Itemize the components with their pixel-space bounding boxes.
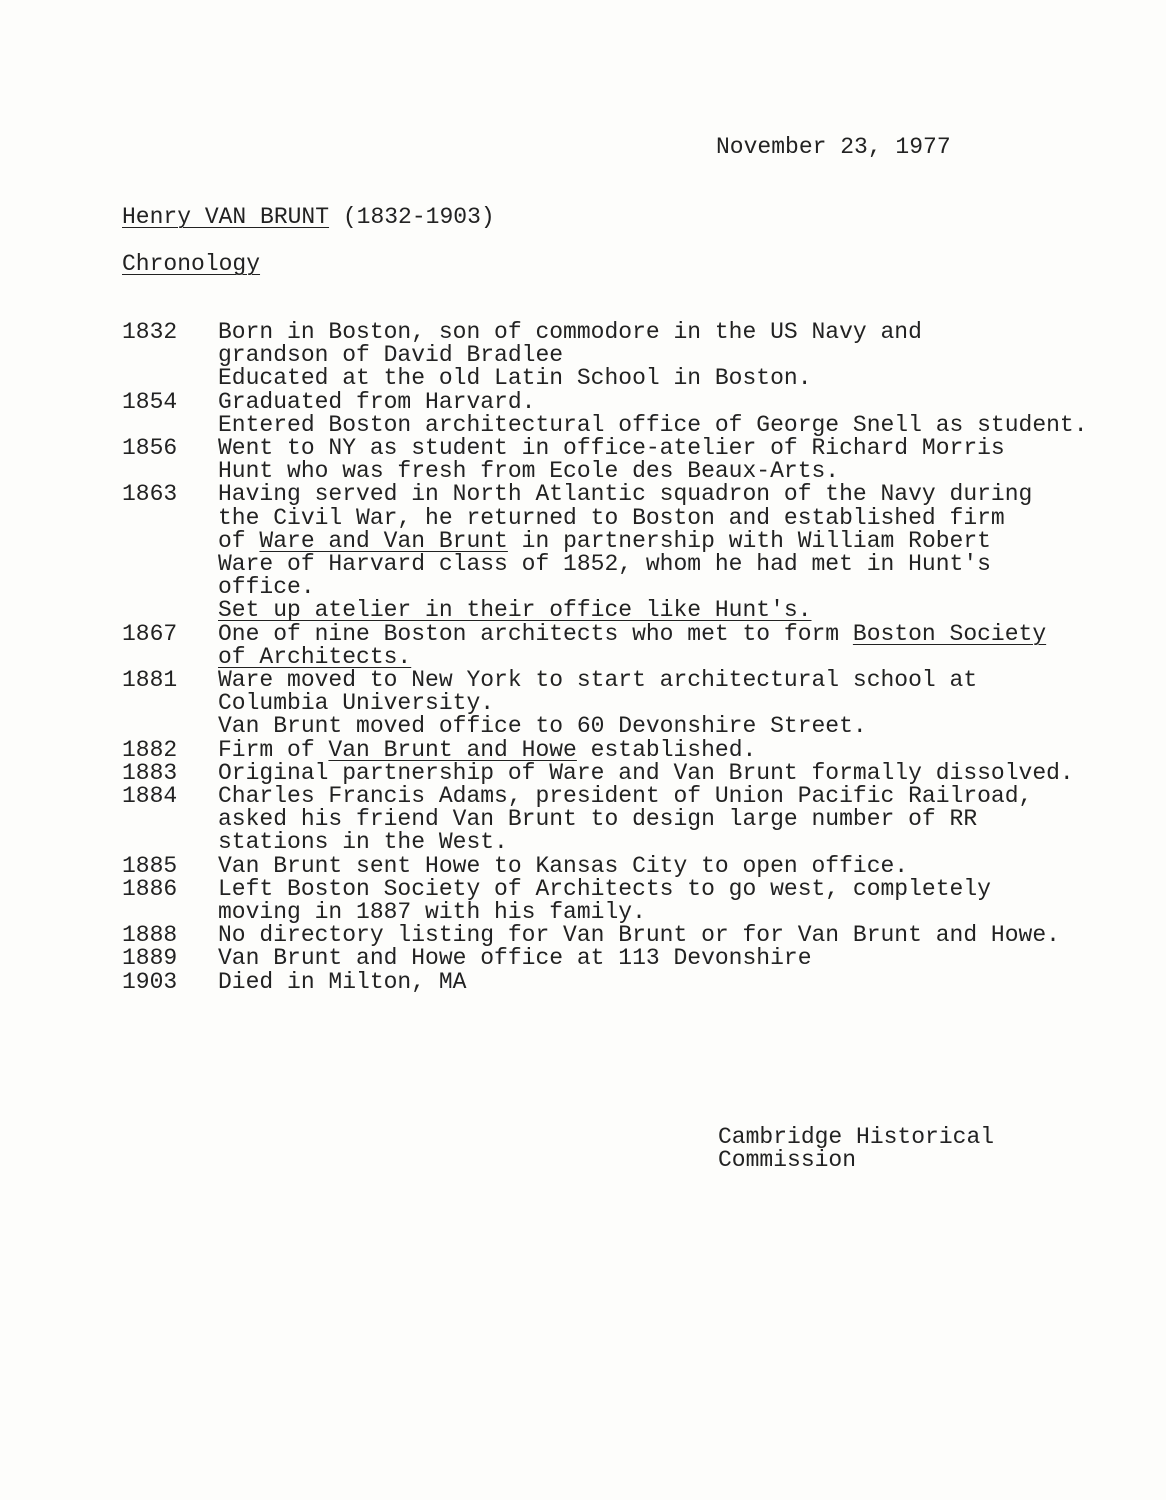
entry-line — [218, 831, 1032, 854]
entry-year: 1881 — [122, 667, 178, 694]
text-segment: Charles Francis Adams, president of Union Pacific Railroad, — [218, 783, 1033, 810]
entry-text — [218, 736, 757, 763]
entry-year: 1888 — [122, 922, 178, 949]
entry-line — [218, 599, 1032, 622]
text-segment: Van Brunt and Howe office at 113 Devonshire — [218, 945, 812, 972]
entry-line — [218, 504, 1032, 531]
entry-line — [218, 669, 977, 692]
signature-block — [718, 1126, 994, 1172]
entry-year: 1889 — [122, 945, 178, 972]
text-segment: One of nine Boston architects who met to form — [218, 620, 853, 647]
subject-dates: (1832-1903) — [329, 204, 495, 230]
document-title — [122, 206, 495, 229]
signature-line-1: Cambridge Historical — [718, 1124, 995, 1150]
text-segment: Left Boston Society of Architects to go west, completely — [218, 875, 991, 902]
entry-line — [218, 411, 1088, 438]
entry-line — [218, 620, 1047, 647]
underlined-text: Set up atelier in their office like Hunt's. — [218, 597, 812, 624]
entry-line — [218, 321, 922, 344]
entry-text — [218, 875, 991, 926]
entry-text — [218, 437, 1005, 483]
signature-line-2: Commission — [718, 1147, 857, 1174]
text-segment: Hunt who was fresh from Ecole des Beaux-Arts. — [218, 458, 840, 485]
underlined-text: Ware and Van Brunt — [259, 527, 508, 554]
text-segment: established. — [576, 736, 757, 763]
entry-line — [218, 437, 1005, 460]
text-segment: Having served in North Atlantic squadron of the Navy during — [218, 481, 1033, 508]
entry-line — [218, 527, 1032, 554]
text-segment: in partnership with William Robert — [507, 527, 991, 554]
entry-text — [218, 483, 1032, 622]
chronology-entry — [122, 437, 1088, 483]
entry-line — [218, 715, 977, 738]
text-segment: office. — [218, 574, 315, 601]
entry-line — [218, 553, 1032, 576]
entry-line — [218, 947, 812, 970]
entry-line — [218, 901, 991, 924]
entry-line — [218, 968, 467, 995]
entry-line — [218, 852, 909, 879]
chronology-entry — [122, 947, 1088, 970]
text-segment: asked his friend Van Brunt to design large number of RR — [218, 806, 978, 833]
chronology-entry — [122, 620, 1088, 670]
text-segment: Educated at the old Latin School in Boston. — [218, 365, 812, 392]
document-date: November 23, 1977 — [716, 134, 951, 160]
entry-line — [218, 808, 1032, 831]
entry-year: 1867 — [122, 620, 178, 647]
underlined-text: Boston Society — [852, 620, 1047, 647]
text-segment: Van Brunt sent Howe to Kansas City to open office. — [218, 852, 909, 879]
entry-text — [218, 388, 1088, 438]
entry-year: 1886 — [122, 875, 178, 902]
entry-line — [218, 367, 922, 390]
entry-text — [218, 785, 1032, 855]
entry-text — [218, 321, 922, 391]
chronology-list — [122, 321, 1088, 994]
chronology-entry — [122, 483, 1088, 622]
chronology-entry — [122, 852, 1088, 879]
entry-line — [218, 460, 1005, 483]
chronology-entry — [122, 759, 1088, 786]
entry-line — [218, 736, 757, 763]
text-segment: the Civil War, he returned to Boston and established firm — [218, 504, 1005, 531]
underlined-text: Van Brunt and Howe — [328, 736, 577, 763]
entry-text — [218, 852, 909, 879]
text-segment: Columbia University. — [218, 690, 495, 717]
chronology-entry — [122, 669, 1088, 739]
text-segment: Firm of — [218, 736, 329, 763]
text-segment: Entered Boston architectural office of George Snell as student. — [218, 411, 1088, 438]
entry-text — [218, 947, 812, 970]
chronology-entry — [122, 388, 1088, 438]
chronology-entry — [122, 968, 1088, 995]
entry-text — [218, 968, 467, 995]
entry-year: 1863 — [122, 481, 178, 508]
entry-text — [218, 620, 1047, 670]
text-segment: of — [218, 527, 260, 554]
entry-year: 1884 — [122, 783, 178, 810]
section-heading: Chronology — [122, 251, 261, 277]
entry-text — [218, 669, 977, 739]
text-segment: Went to NY as student in office-atelier of Richard Morris — [218, 435, 1005, 462]
entry-year: 1832 — [122, 319, 178, 345]
entry-line — [218, 483, 1032, 506]
entry-year: 1885 — [122, 852, 178, 879]
text-segment: grandson of David Bradlee — [218, 342, 564, 369]
entry-line — [218, 344, 922, 367]
entry-line — [218, 924, 1060, 947]
entry-line — [218, 759, 1074, 786]
entry-line — [218, 875, 991, 902]
entry-line — [218, 643, 1046, 670]
chronology-entry — [122, 785, 1088, 855]
text-segment: Original partnership of Ware and Van Brunt formally dissolved. — [218, 759, 1074, 786]
text-segment: Ware moved to New York to start architectural school at — [218, 667, 978, 694]
text-segment: Died in Milton, MA — [218, 968, 467, 995]
chronology-entry — [122, 736, 1088, 763]
text-segment: Graduated from Harvard. — [218, 388, 536, 415]
entry-line — [218, 388, 1088, 415]
underlined-text: of Architects. — [218, 643, 412, 670]
entry-line — [218, 692, 977, 715]
entry-year: 1854 — [122, 388, 178, 415]
subject-name: Henry VAN BRUNT — [122, 204, 330, 230]
text-segment: Van Brunt moved office to 60 Devonshire Street. — [218, 713, 867, 740]
entry-line — [218, 785, 1032, 808]
entry-text — [218, 759, 1074, 786]
entry-line — [218, 576, 1032, 599]
entry-year: 1903 — [122, 968, 178, 995]
text-segment: moving in 1887 with his family. — [218, 899, 646, 926]
entry-year: 1882 — [122, 736, 178, 763]
chronology-entry — [122, 875, 1088, 926]
text-segment: Born in Boston, son of commodore in the US Navy and — [218, 319, 922, 345]
text-segment: No directory listing for Van Brunt or for Van Brunt and Howe. — [218, 922, 1060, 949]
text-segment: Ware of Harvard class of 1852, whom he had met in Hunt's — [218, 551, 991, 578]
chronology-entry — [122, 321, 1088, 391]
entry-year: 1883 — [122, 759, 178, 786]
text-segment: stations in the West. — [218, 829, 508, 856]
entry-text — [218, 924, 1060, 947]
chronology-entry — [122, 924, 1088, 947]
entry-year: 1856 — [122, 435, 178, 462]
